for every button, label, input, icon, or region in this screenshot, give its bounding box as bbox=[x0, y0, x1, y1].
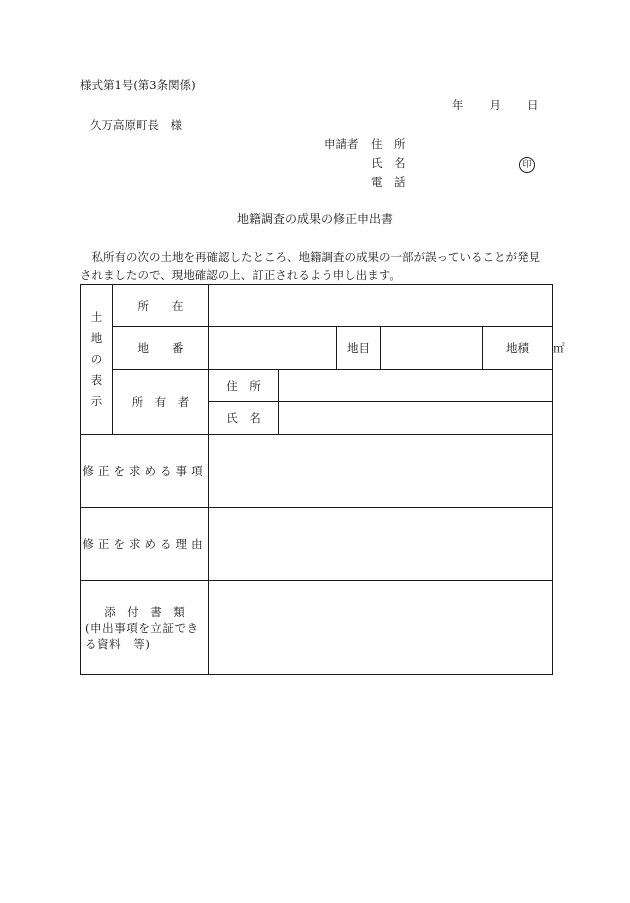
applicant-address-label: 住 所 bbox=[371, 137, 406, 151]
date-year-label: 年 bbox=[452, 98, 464, 112]
correction-items-label: 修正を求める事項 bbox=[81, 435, 209, 508]
form-number: 様式第1号(第3条関係) bbox=[80, 78, 196, 92]
land-category-input[interactable] bbox=[381, 327, 483, 370]
attachments-title: 添 付 書 類 bbox=[104, 604, 185, 619]
owner-name-input[interactable] bbox=[279, 402, 553, 435]
land-display-char: 土 bbox=[90, 310, 103, 324]
applicant-label: 申請者 bbox=[324, 137, 359, 151]
attachments-input[interactable] bbox=[209, 581, 553, 675]
land-display-char: 示 bbox=[90, 394, 103, 408]
owner-address-input[interactable] bbox=[279, 370, 553, 402]
lot-number-label: 地 番 bbox=[113, 327, 209, 370]
addressee: 久万高原町長 様 bbox=[90, 118, 182, 132]
applicant-name-label: 氏 名 bbox=[371, 156, 406, 170]
correction-form-table bbox=[80, 284, 565, 675]
lot-number-input[interactable] bbox=[209, 327, 337, 370]
date-month-label: 月 bbox=[489, 98, 501, 112]
location-label: 所 在 bbox=[113, 285, 209, 327]
owner-label: 所 有 者 bbox=[113, 370, 209, 435]
document-body: 私所有の次の土地を再確認したところ、地籍調査の成果の一部が誤っていることが発見されましたので、現地確認の上、訂正されるよう申し出ます。 bbox=[80, 250, 540, 282]
attachments-label bbox=[81, 581, 209, 675]
land-display-char: 地 bbox=[90, 331, 103, 345]
location-input[interactable] bbox=[209, 285, 553, 327]
date-day-label: 日 bbox=[527, 98, 539, 112]
area-label: 地積 bbox=[483, 327, 553, 370]
area-unit: ㎡ bbox=[553, 341, 565, 355]
land-display-char: の bbox=[90, 352, 103, 366]
document-title: 地籍調査の成果の修正申出書 bbox=[236, 212, 393, 226]
owner-name-label: 氏 名 bbox=[209, 402, 279, 435]
date-line bbox=[452, 100, 539, 112]
owner-address-label: 住 所 bbox=[209, 370, 279, 402]
seal-mark: 印 bbox=[519, 157, 535, 173]
land-category-label: 地目 bbox=[337, 327, 381, 370]
applicant-phone-label: 電 話 bbox=[371, 175, 406, 189]
correction-reason-label: 修正を求める理由 bbox=[81, 508, 209, 581]
correction-reason-input[interactable] bbox=[209, 508, 553, 581]
land-display-char: 表 bbox=[90, 373, 103, 387]
correction-items-input[interactable] bbox=[209, 435, 553, 508]
land-display-header bbox=[81, 285, 113, 435]
attachments-note: (申出事項を立証できる資料 等) bbox=[85, 620, 199, 651]
